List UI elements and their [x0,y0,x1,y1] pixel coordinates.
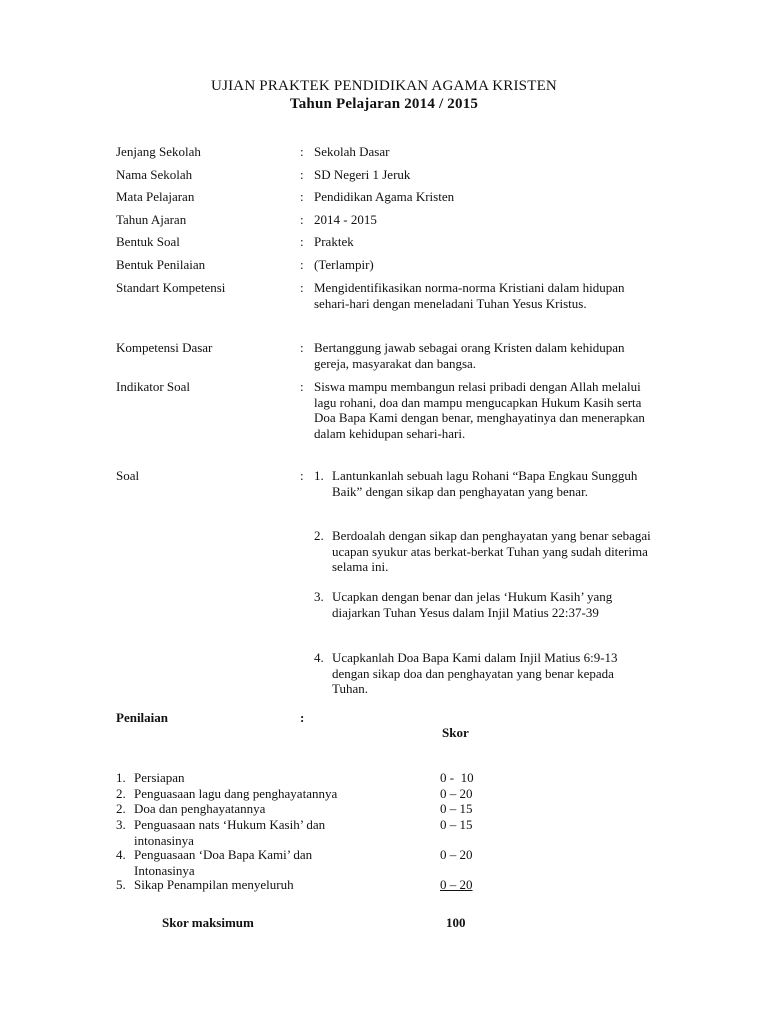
soal-number: 1. [314,468,324,483]
info-label: Indikator Soal [116,379,191,394]
penilaian-skor: 0 – 15 [440,801,473,816]
info-colon: : [300,167,304,182]
penilaian-number: 4. [116,847,126,862]
penilaian-number: 1. [116,770,126,785]
soal-number: 3. [314,589,324,604]
page-subtitle: Tahun Pelajaran 2014 / 2015 [289,96,479,112]
penilaian-skor: 0 – 20 [440,847,473,862]
penilaian-text: Penguasaan nats ‘Hukum Kasih’ dan intonasinya [134,817,326,848]
penilaian-text: Sikap Penampilan menyeluruh [134,877,294,892]
info-label: Standart Kompetensi [116,280,226,295]
skor-header: Skor [442,725,469,740]
info-value: Sekolah Dasar [314,144,390,159]
info-label: Kompetensi Dasar [116,340,213,355]
info-label: Bentuk Soal [116,234,180,249]
penilaian-label: Penilaian [116,710,169,725]
info-value: Pendidikan Agama Kristen [314,189,455,204]
penilaian-text: Doa dan penghayatannya [134,801,266,816]
soal-number: 4. [314,650,324,665]
info-colon: : [300,234,304,249]
info-label: Jenjang Sekolah [116,144,201,159]
info-colon: : [300,144,304,159]
penilaian-skor: 0 - 10 [440,770,474,785]
soal-text: Ucapkan dengan benar dan jelas ‘Hukum Kasih’ yang diajarkan Tuhan Yesus dalam Injil Matius 22:37-39 [332,589,613,620]
penilaian-number: 2. [116,801,126,816]
info-value: 2014 - 2015 [314,212,377,227]
penilaian-text: Penguasaan ‘Doa Bapa Kami’ dan Intonasinya [134,847,313,878]
soal-number: 2. [314,528,324,543]
page-title: UJIAN PRAKTEK PENDIDIKAN AGAMA KRISTEN [211,78,557,94]
info-value: SD Negeri 1 Jeruk [314,167,411,182]
info-colon: : [300,340,304,355]
info-colon: : [300,280,304,295]
info-label: Mata Pelajaran [116,189,195,204]
soal-text: Lantunkanlah sebuah lagu Rohani “Bapa Engkau Sungguh Baik” dengan sikap dan penghayatan yang benar. [332,468,638,499]
penilaian-number: 5. [116,877,126,892]
penilaian-number: 2. [116,786,126,801]
info-value: Bertanggung jawab sebagai orang Kristen dalam kehidupan gereja, masyarakat dan bangsa. [314,340,625,371]
penilaian-text: Persiapan [134,770,185,785]
penilaian-colon: : [300,710,305,725]
skor-maksimum-label: Skor maksimum [162,915,254,930]
penilaian-text: Penguasaan lagu dang penghayatannya [134,786,338,801]
info-colon: : [300,212,304,227]
info-label: Tahun Ajaran [116,212,187,227]
info-label: Bentuk Penilaian [116,257,206,272]
info-value: Siswa mampu membangun relasi pribadi dengan Allah melalui lagu rohani, doa dan mampu mengucapkan Hukum Kasih serta Doa Bapa Kami dengan benar, menghayatinya dan menerapkan dalam kehidupan sehari-hari. [314,379,645,441]
soal-text: Berdoalah dengan sikap dan penghayatan yang benar sebagai ucapan syukur atas berkat-berkat Tuhan yang sudah diterima selama ini. [332,528,651,574]
info-value: (Terlampir) [314,257,374,272]
soal-colon: : [300,468,304,483]
info-colon: : [300,257,304,272]
info-label: Nama Sekolah [116,167,193,182]
info-colon: : [300,189,304,204]
info-value: Mengidentifikasikan norma-norma Kristiani dalam hidupan sehari-hari dengan meneladani Tuhan Yesus Kristus. [314,280,625,311]
info-colon: : [300,379,304,394]
soal-text: Ucapkanlah Doa Bapa Kami dalam Injil Matius 6:9-13 dengan sikap doa dan penghayatan yang benar kepada Tuhan. [332,650,618,696]
penilaian-skor: 0 – 15 [440,817,473,832]
skor-maksimum-value: 100 [446,915,466,930]
penilaian-number: 3. [116,817,126,832]
penilaian-skor: 0 – 20 [440,786,473,801]
penilaian-skor: 0 – 20 [440,877,473,892]
soal-label: Soal [116,468,140,483]
info-value: Praktek [314,234,354,249]
